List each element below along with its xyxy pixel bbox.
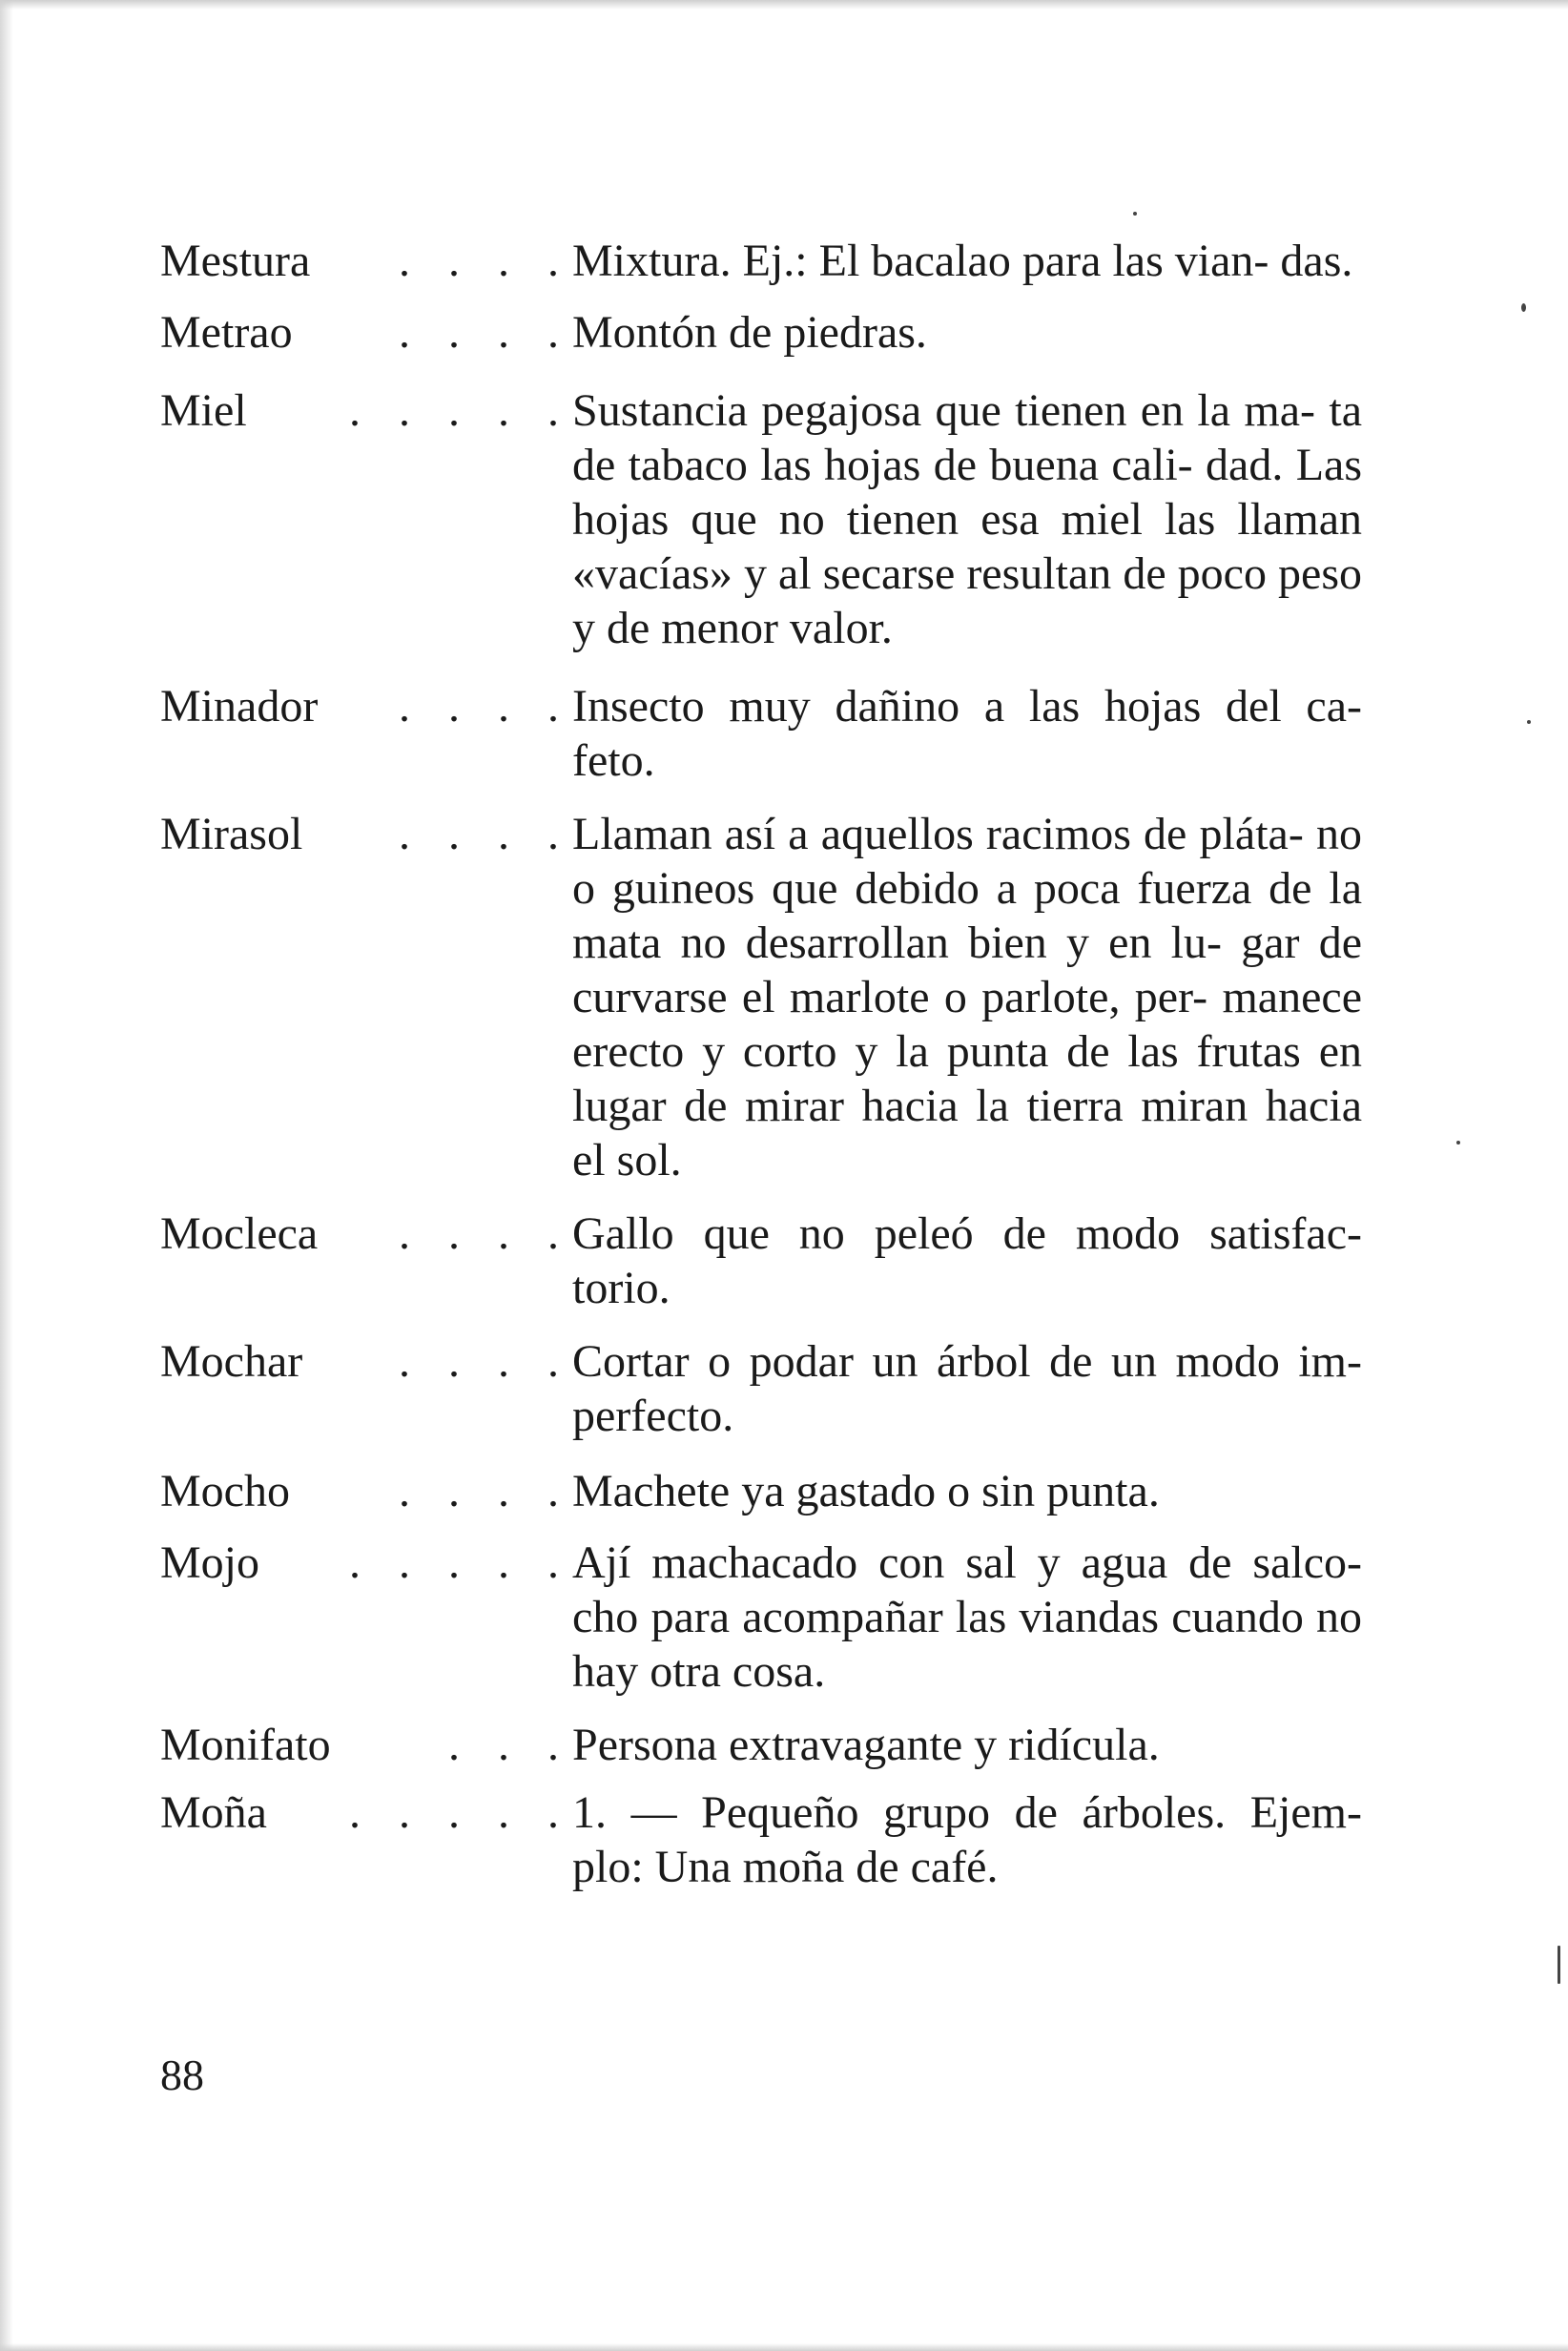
entry-term: Mocleca — [160, 1208, 319, 1259]
entry-term: Mochar — [160, 1336, 303, 1387]
page-number: 88 — [160, 2051, 204, 2099]
entry-definition: Montón de piedras. — [572, 307, 927, 358]
entry-term: Mojo — [160, 1537, 260, 1588]
scan-edge-bottom — [0, 2343, 1568, 2351]
dot-leader: . . . . — [399, 1466, 572, 1516]
scan-edge-top — [0, 0, 1568, 10]
glossary-entry — [160, 679, 1362, 788]
term-column — [160, 679, 572, 733]
entry-definition: 1. — Pequeño grupo de árboles. Ejem- plo: Una moña de café. — [572, 1787, 1362, 1892]
term-column — [160, 1536, 572, 1590]
glossary-entry — [160, 305, 1362, 360]
term-column — [160, 807, 572, 861]
dot-leader: . . . . — [399, 1208, 572, 1259]
term-column — [160, 1718, 572, 1772]
dot-leader: . . . . . — [349, 1537, 572, 1588]
entry-term: Minador — [160, 681, 319, 732]
glossary-entry — [160, 1464, 1362, 1518]
entry-definition: Cortar o podar un árbol de un modo im- perfecto. — [572, 1336, 1362, 1441]
glossary-entry — [160, 383, 1362, 655]
term-column — [160, 305, 572, 360]
dot-leader: . . . . — [399, 307, 572, 358]
scan-speck — [1133, 212, 1137, 216]
term-column — [160, 383, 572, 438]
entry-term: Mestura — [160, 236, 311, 286]
scan-speck — [1527, 720, 1531, 724]
term-column — [160, 1206, 572, 1261]
dot-leader: . . . . — [399, 1336, 572, 1387]
dot-leader: . . . . — [399, 681, 572, 732]
term-column — [160, 1334, 572, 1389]
glossary-entry — [160, 1334, 1362, 1443]
entry-term: Mocho — [160, 1466, 290, 1516]
entry-definition: Insecto muy dañino a las hojas del ca- feto. — [572, 681, 1362, 786]
dot-leader: . . . . — [399, 236, 572, 286]
term-column — [160, 1464, 572, 1518]
glossary-entry — [160, 1536, 1362, 1699]
entry-term: Moña — [160, 1787, 267, 1838]
glossary-entry — [160, 807, 1362, 1187]
entry-term: Monifato — [160, 1720, 331, 1770]
entry-term: Miel — [160, 385, 247, 436]
scan-edge-left — [0, 0, 13, 2351]
glossary-entry — [160, 234, 1362, 288]
glossary-entry — [160, 1785, 1362, 1894]
entry-term: Mirasol — [160, 809, 303, 859]
dot-leader: . . . . — [399, 809, 572, 859]
entry-definition: Llaman así a aquellos racimos de pláta- no o guineos que debido a poca fuerza de la mata no desarrollan bien y en lu- gar de curvarse el marlote o parlote, per- manece erecto y corto y la punta de las frutas en lugar de mirar hacia la tierra miran hacia el sol. — [572, 809, 1362, 1186]
scan-speck — [1456, 1141, 1460, 1145]
glossary-entry — [160, 1206, 1362, 1315]
dot-leader: . . . . . — [349, 1787, 572, 1838]
dot-leader: . . . — [448, 1720, 572, 1770]
scan-speck — [1521, 303, 1526, 312]
entry-definition: Ají machacado con sal y agua de salco- cho para acompañar las viandas cuando no hay otra cosa. — [572, 1537, 1362, 1697]
term-column — [160, 234, 572, 288]
entry-definition: Gallo que no peleó de modo satisfac- torio. — [572, 1208, 1362, 1313]
entry-definition: Machete ya gastado o sin punta. — [572, 1466, 1160, 1516]
glossary-entry — [160, 1718, 1362, 1772]
entry-definition: Sustancia pegajosa que tienen en la ma- ta de tabaco las hojas de buena cali- dad. Las hojas que no tienen esa miel las llaman «vacías» y al secarse resultan de poco peso y de menor valor. — [572, 385, 1362, 653]
entry-definition: Persona extravagante y ridícula. — [572, 1720, 1160, 1770]
term-column — [160, 1785, 572, 1840]
entry-definition: Mixtura. Ej.: El bacalao para las vian- das. — [572, 236, 1353, 286]
entry-term: Metrao — [160, 307, 293, 358]
glossary-entries — [160, 234, 1362, 1894]
scan-speck — [1558, 1946, 1560, 1984]
dot-leader: . . . . . — [349, 385, 572, 436]
